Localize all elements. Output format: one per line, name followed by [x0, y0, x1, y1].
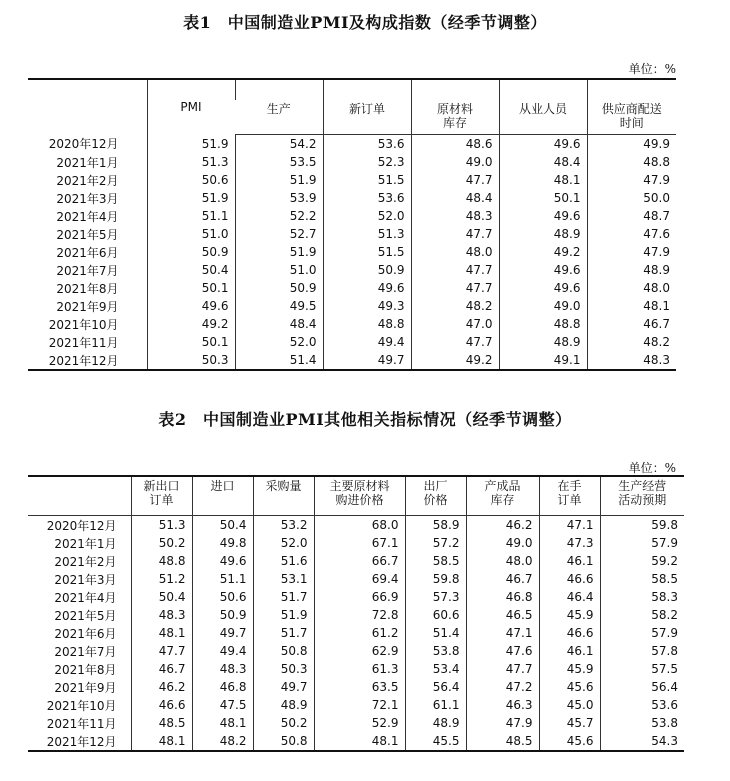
table2-value-cell: 52.9	[314, 714, 405, 732]
table2-value-cell: 52.0	[253, 534, 314, 552]
table2-value-cell: 51.4	[405, 624, 466, 642]
table1-value-cell: 52.7	[235, 225, 323, 243]
table1-header-corner	[28, 79, 147, 135]
table2-value-cell: 61.3	[314, 660, 405, 678]
table1-row	[28, 207, 676, 225]
table2-header-cell: 新出口 订单	[131, 476, 192, 516]
table2-value-cell: 57.3	[405, 588, 466, 606]
table2-value-cell: 61.1	[405, 696, 466, 714]
table2-unit: 单位：%	[628, 461, 676, 475]
table1-value-cell: 50.1	[147, 333, 235, 351]
table2-value-cell: 57.9	[600, 624, 684, 642]
table2-value-cell: 48.3	[192, 660, 253, 678]
table2-value-cell: 68.0	[314, 516, 405, 535]
table1-header-cell: 新订单	[323, 100, 411, 135]
table2-header-cell: 生产经营 活动预期	[600, 476, 684, 516]
table2-value-cell: 47.7	[466, 660, 539, 678]
table2-row	[28, 678, 684, 696]
table1-value-cell: 48.8	[323, 315, 411, 333]
table1-month-cell: 2021年10月	[48, 317, 119, 332]
table2-value-cell: 46.3	[466, 696, 539, 714]
table2-value-cell: 53.4	[405, 660, 466, 678]
table2-month-cell: 2021年11月	[46, 716, 117, 731]
table2-value-cell: 50.2	[131, 534, 192, 552]
table2-value-cell: 45.7	[539, 714, 600, 732]
table1-value-cell: 48.4	[499, 153, 587, 171]
table2-row	[28, 642, 684, 660]
table1-value-cell: 49.1	[499, 351, 587, 370]
table2-value-cell: 47.2	[466, 678, 539, 696]
table1-value-cell: 47.6	[587, 225, 676, 243]
table1-header-spacer	[323, 79, 411, 100]
table2-value-cell: 58.9	[405, 516, 466, 535]
table1-value-cell: 51.9	[147, 189, 235, 207]
table2-value-cell: 48.1	[314, 732, 405, 751]
table2-value-cell: 47.1	[466, 624, 539, 642]
table1-value-cell: 50.3	[147, 351, 235, 370]
table1-unit: 单位：%	[628, 62, 676, 76]
table2-month-cell: 2021年9月	[54, 680, 117, 695]
table2-value-cell: 50.4	[131, 588, 192, 606]
table1-value-cell: 51.4	[235, 351, 323, 370]
table1-value-cell: 49.3	[323, 297, 411, 315]
table1-row	[28, 225, 676, 243]
table2-value-cell: 51.3	[131, 516, 192, 535]
table2-value-cell: 50.8	[253, 732, 314, 751]
table2-value-cell: 48.5	[466, 732, 539, 751]
table1-value-cell: 49.0	[411, 153, 499, 171]
table1-value-cell: 52.2	[235, 207, 323, 225]
table2-value-cell: 69.4	[314, 570, 405, 588]
table1-value-cell: 49.6	[499, 207, 587, 225]
table2-value-cell: 46.1	[539, 552, 600, 570]
table1-month-cell: 2021年11月	[48, 335, 119, 350]
table2-row	[28, 516, 684, 535]
table2-value-cell: 46.2	[131, 678, 192, 696]
table2-row	[28, 696, 684, 714]
table2-value-cell: 53.8	[600, 714, 684, 732]
table2-month-cell: 2021年1月	[54, 536, 117, 551]
table2-value-cell: 46.2	[466, 516, 539, 535]
table1-value-cell: 50.1	[147, 279, 235, 297]
table2-value-cell: 49.8	[192, 534, 253, 552]
table2-value-cell: 56.4	[600, 678, 684, 696]
table1-value-cell: 48.9	[499, 225, 587, 243]
table1-value-cell: 48.9	[587, 261, 676, 279]
table2-value-cell: 59.2	[600, 552, 684, 570]
table1-value-cell: 53.6	[323, 189, 411, 207]
table1-value-cell: 53.5	[235, 153, 323, 171]
table2-value-cell: 50.6	[192, 588, 253, 606]
table1-value-cell: 48.3	[411, 207, 499, 225]
table1-value-cell: 49.9	[587, 135, 676, 154]
table2-value-cell: 72.1	[314, 696, 405, 714]
table2-value-cell: 48.1	[131, 624, 192, 642]
table1-month-cell: 2021年12月	[28, 351, 147, 370]
table1-value-cell: 49.6	[499, 279, 587, 297]
table2-value-cell: 67.1	[314, 534, 405, 552]
table2-value-cell: 47.1	[539, 516, 600, 535]
table2-value-cell: 50.9	[192, 606, 253, 624]
table2-row	[28, 534, 684, 552]
table2-row	[28, 732, 684, 751]
table2-row	[28, 714, 684, 732]
table2-value-cell: 56.4	[405, 678, 466, 696]
table2-value-cell: 50.8	[253, 642, 314, 660]
table2-header-cell: 在手 订单	[539, 476, 600, 516]
table1-title: 表1 中国制造业PMI及构成指数（经季节调整）	[183, 13, 547, 32]
table1-value-cell: 48.3	[587, 351, 676, 370]
table1-value-cell: 50.4	[147, 261, 235, 279]
table1-row	[28, 243, 676, 261]
table2	[28, 475, 684, 752]
table2-value-cell: 53.6	[600, 696, 684, 714]
table1-header-cell: 原材料 库存	[411, 100, 499, 135]
table2-value-cell: 58.3	[600, 588, 684, 606]
table1-value-cell: 49.7	[323, 351, 411, 370]
table1-header-spacer	[499, 79, 587, 100]
table2-value-cell: 61.2	[314, 624, 405, 642]
table1-value-cell: 48.1	[499, 171, 587, 189]
table1-value-cell: 49.6	[499, 261, 587, 279]
table1-value-cell: 53.6	[323, 135, 411, 154]
table2-month-cell: 2021年2月	[54, 554, 117, 569]
table1-row	[28, 135, 676, 154]
table2-value-cell: 62.9	[314, 642, 405, 660]
table2-month-cell: 2021年12月	[28, 732, 131, 751]
table1-value-cell: 47.7	[411, 261, 499, 279]
table1-value-cell: 49.5	[235, 297, 323, 315]
table2-month-cell: 2021年7月	[54, 644, 117, 659]
table1-row	[28, 297, 676, 315]
table1	[28, 78, 676, 371]
table1-header-spacer	[587, 79, 676, 100]
table1-value-cell: 52.3	[323, 153, 411, 171]
table2-value-cell: 60.6	[405, 606, 466, 624]
table2-value-cell: 49.6	[192, 552, 253, 570]
table1-value-cell: 49.2	[499, 243, 587, 261]
table2-value-cell: 47.6	[466, 642, 539, 660]
table2-value-cell: 58.5	[405, 552, 466, 570]
table1-value-cell: 48.6	[411, 135, 499, 154]
table1-value-cell: 46.7	[587, 315, 676, 333]
table1-value-cell: 48.8	[587, 153, 676, 171]
table2-value-cell: 58.2	[600, 606, 684, 624]
table1-value-cell: 51.9	[235, 171, 323, 189]
table2-value-cell: 53.1	[253, 570, 314, 588]
table2-value-cell: 49.0	[466, 534, 539, 552]
table1-value-cell: 50.1	[499, 189, 587, 207]
table2-body	[28, 516, 684, 752]
table1-value-cell: 51.0	[147, 225, 235, 243]
table2-value-cell: 59.8	[405, 570, 466, 588]
table2-header-cell: 主要原材料 购进价格	[314, 476, 405, 516]
table1-header-spacer	[235, 79, 323, 100]
table1-value-cell: 47.9	[587, 171, 676, 189]
table2-month-cell: 2021年10月	[46, 698, 117, 713]
table1-month-cell: 2021年9月	[56, 299, 119, 314]
table1-value-cell: 48.0	[587, 279, 676, 297]
table2-value-cell: 51.6	[253, 552, 314, 570]
table2-value-cell: 59.8	[600, 516, 684, 535]
table1-value-cell: 47.7	[411, 333, 499, 351]
table2-value-cell: 46.8	[192, 678, 253, 696]
table2-value-cell: 45.0	[539, 696, 600, 714]
table2-value-cell: 47.3	[539, 534, 600, 552]
table1-value-cell: 51.9	[235, 243, 323, 261]
table2-value-cell: 47.9	[466, 714, 539, 732]
table2-value-cell: 51.7	[253, 624, 314, 642]
table2-row	[28, 570, 684, 588]
table2-value-cell: 48.1	[192, 714, 253, 732]
table2-row	[28, 606, 684, 624]
table2-title: 表2 中国制造业PMI其他相关指标情况（经季节调整）	[158, 410, 572, 429]
table2-value-cell: 48.5	[131, 714, 192, 732]
table2-value-cell: 46.6	[539, 570, 600, 588]
table2-month-cell: 2021年3月	[54, 572, 117, 587]
table2-value-cell: 50.3	[253, 660, 314, 678]
table1-value-cell: 52.0	[235, 333, 323, 351]
table1-row	[28, 315, 676, 333]
table2-value-cell: 72.8	[314, 606, 405, 624]
table2-value-cell: 51.1	[192, 570, 253, 588]
table2-row	[28, 588, 684, 606]
table1-month-cell: 2021年2月	[56, 173, 119, 188]
table2-month-cell: 2021年5月	[54, 608, 117, 623]
table2-month-cell: 2021年6月	[54, 626, 117, 641]
table2-value-cell: 48.9	[405, 714, 466, 732]
table1-header-cell: 生产	[235, 100, 323, 135]
table2-header-corner	[28, 476, 131, 516]
table1-value-cell: 47.7	[411, 171, 499, 189]
table2-month-cell: 2020年12月	[46, 518, 117, 533]
table2-month-cell: 2021年4月	[54, 590, 117, 605]
table2-value-cell: 57.2	[405, 534, 466, 552]
table1-value-cell: 51.1	[147, 207, 235, 225]
table1-row	[28, 153, 676, 171]
table1-value-cell: 51.3	[147, 153, 235, 171]
table1-value-cell: 50.9	[235, 279, 323, 297]
table2-value-cell: 47.5	[192, 696, 253, 714]
table1-value-cell: 48.4	[411, 189, 499, 207]
table2-value-cell: 45.9	[539, 660, 600, 678]
table1-header-spacer	[411, 79, 499, 100]
table2-value-cell: 46.1	[539, 642, 600, 660]
table1-value-cell: 47.7	[411, 225, 499, 243]
table2-value-cell: 45.6	[539, 732, 600, 751]
table2-value-cell: 46.5	[466, 606, 539, 624]
table1-value-cell: 49.6	[147, 297, 235, 315]
table2-value-cell: 51.7	[253, 588, 314, 606]
table1-month-cell: 2021年5月	[56, 227, 119, 242]
table2-value-cell: 57.8	[600, 642, 684, 660]
table1-value-cell: 48.7	[587, 207, 676, 225]
table1-month-cell: 2021年1月	[56, 155, 119, 170]
table1-value-cell: 52.0	[323, 207, 411, 225]
table2-value-cell: 46.7	[131, 660, 192, 678]
table2-value-cell: 48.0	[466, 552, 539, 570]
table1-row	[28, 171, 676, 189]
table2-value-cell: 48.9	[253, 696, 314, 714]
table2-value-cell: 58.5	[600, 570, 684, 588]
table2-value-cell: 47.7	[131, 642, 192, 660]
table1-value-cell: 48.1	[587, 297, 676, 315]
table2-value-cell: 49.7	[192, 624, 253, 642]
table1-header-cell: 供应商配送 时间	[587, 100, 676, 135]
table2-value-cell: 45.6	[539, 678, 600, 696]
table1-month-cell: 2020年12月	[48, 137, 119, 152]
table1-value-cell: 47.0	[411, 315, 499, 333]
table1-value-cell: 48.4	[235, 315, 323, 333]
table2-value-cell: 45.9	[539, 606, 600, 624]
table2-value-cell: 63.5	[314, 678, 405, 696]
table2-value-cell: 50.4	[192, 516, 253, 535]
table1-header-pmi: PMI	[147, 79, 235, 135]
table1-value-cell: 50.0	[587, 189, 676, 207]
table1-row	[28, 351, 676, 370]
table1-month-cell: 2021年8月	[56, 281, 119, 296]
table1-value-cell: 49.2	[147, 315, 235, 333]
table2-month-cell: 2021年8月	[54, 662, 117, 677]
table2-value-cell: 48.1	[131, 732, 192, 751]
table1-row	[28, 261, 676, 279]
table2-value-cell: 49.4	[192, 642, 253, 660]
table1-value-cell: 47.9	[587, 243, 676, 261]
table2-value-cell: 46.4	[539, 588, 600, 606]
table2-value-cell: 54.3	[600, 732, 684, 751]
table1-value-cell: 47.7	[411, 279, 499, 297]
table2-value-cell: 49.7	[253, 678, 314, 696]
table2-value-cell: 46.6	[131, 696, 192, 714]
table2-value-cell: 48.2	[192, 732, 253, 751]
table1-value-cell: 50.9	[147, 243, 235, 261]
table2-header-cell: 产成品 库存	[466, 476, 539, 516]
table1-value-cell: 49.2	[411, 351, 499, 370]
table1-value-cell: 54.2	[235, 135, 323, 154]
table2-value-cell: 53.2	[253, 516, 314, 535]
table1-value-cell: 53.9	[235, 189, 323, 207]
table1-month-cell: 2021年6月	[56, 245, 119, 260]
table1-row	[28, 333, 676, 351]
table1-value-cell: 51.5	[323, 243, 411, 261]
table2-value-cell: 53.8	[405, 642, 466, 660]
table1-row	[28, 189, 676, 207]
table1-value-cell: 50.6	[147, 171, 235, 189]
table1-value-cell: 49.4	[323, 333, 411, 351]
table2-row	[28, 660, 684, 678]
table2-header-cell: 采购量	[253, 476, 314, 516]
table2-value-cell: 50.2	[253, 714, 314, 732]
table2-value-cell: 45.5	[405, 732, 466, 751]
table2-row	[28, 552, 684, 570]
table2-row	[28, 624, 684, 642]
table1-value-cell: 50.9	[323, 261, 411, 279]
table1-value-cell: 51.5	[323, 171, 411, 189]
table1-month-cell: 2021年4月	[56, 209, 119, 224]
table1-value-cell: 49.6	[323, 279, 411, 297]
table2-value-cell: 48.3	[131, 606, 192, 624]
table1-value-cell: 51.0	[235, 261, 323, 279]
table1-month-cell: 2021年7月	[56, 263, 119, 278]
table1-row	[28, 279, 676, 297]
table1-month-cell: 2021年3月	[56, 191, 119, 206]
table1-header-cell: 从业人员	[499, 100, 587, 135]
table1-value-cell: 49.0	[499, 297, 587, 315]
table2-value-cell: 48.8	[131, 552, 192, 570]
table1-value-cell: 51.3	[323, 225, 411, 243]
table2-value-cell: 57.5	[600, 660, 684, 678]
table1-value-cell: 49.6	[499, 135, 587, 154]
table1-value-cell: 48.2	[411, 297, 499, 315]
table1-body	[28, 135, 676, 371]
table1-value-cell: 51.9	[147, 135, 235, 154]
table2-value-cell: 51.2	[131, 570, 192, 588]
table2-value-cell: 57.9	[600, 534, 684, 552]
table1-value-cell: 48.8	[499, 315, 587, 333]
table2-value-cell: 66.9	[314, 588, 405, 606]
table1-value-cell: 48.0	[411, 243, 499, 261]
table1-value-cell: 48.9	[499, 333, 587, 351]
table2-value-cell: 46.6	[539, 624, 600, 642]
table2-header-cell: 出厂 价格	[405, 476, 466, 516]
table1-value-cell: 48.2	[587, 333, 676, 351]
table2-value-cell: 66.7	[314, 552, 405, 570]
table2-value-cell: 51.9	[253, 606, 314, 624]
table2-value-cell: 46.8	[466, 588, 539, 606]
table2-header-cell: 进口	[192, 476, 253, 516]
table2-value-cell: 46.7	[466, 570, 539, 588]
